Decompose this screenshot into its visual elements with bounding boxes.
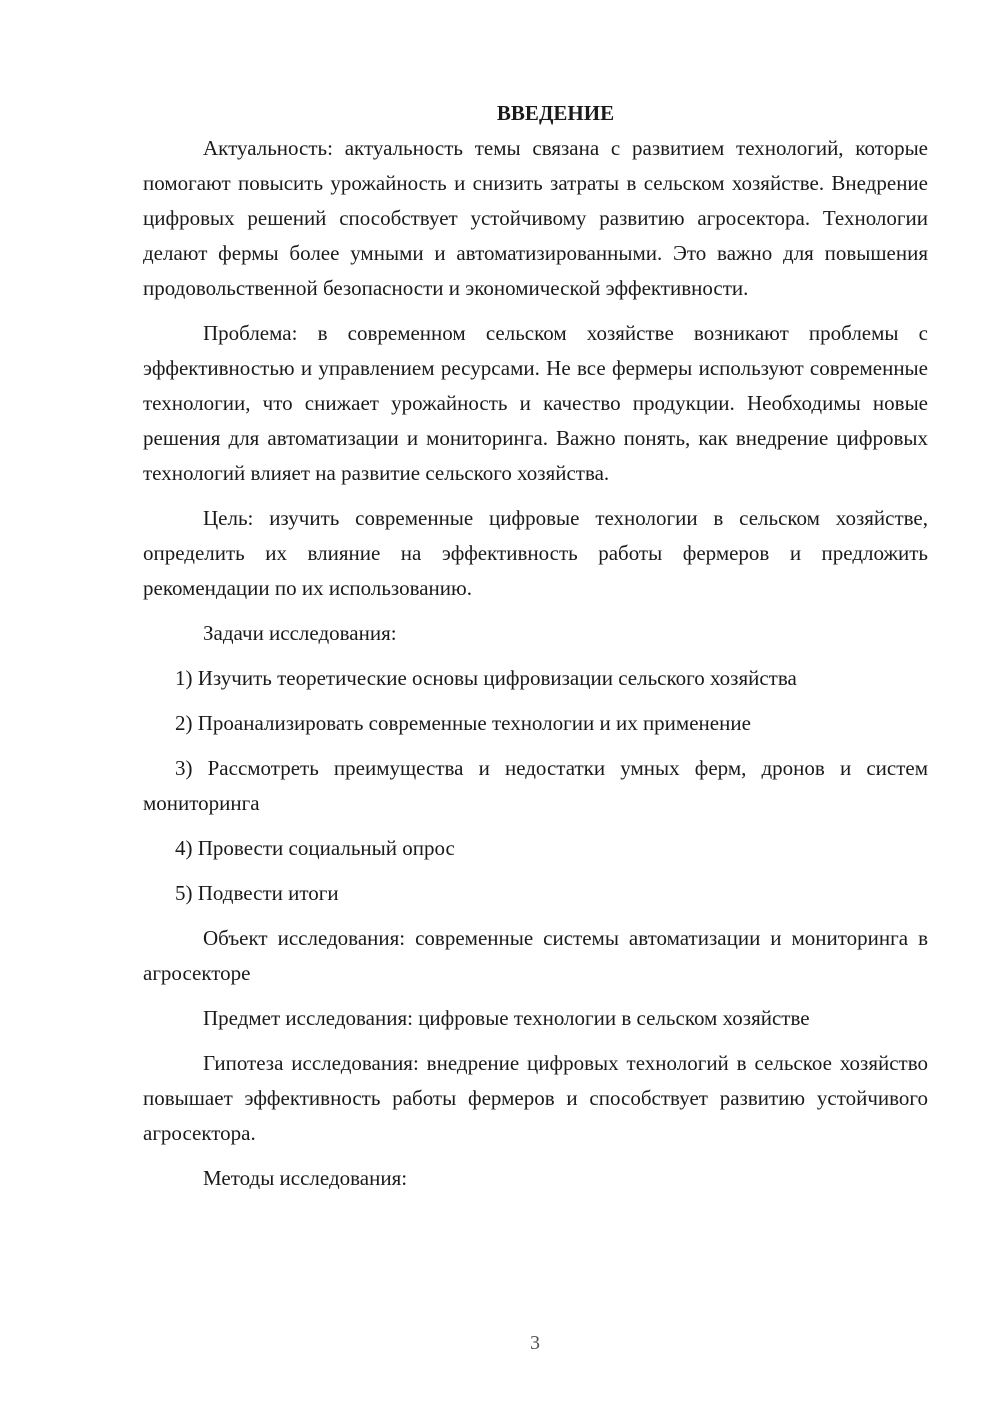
task-item-2: 2) Проанализировать современные технологии и их применение	[175, 711, 751, 735]
page-content	[143, 96, 928, 1206]
page-number: 3	[530, 1332, 540, 1354]
paragraph-tasks-heading: Задачи исследования:	[203, 621, 397, 645]
page-title: ВВЕДЕНИЕ	[496, 101, 615, 125]
paragraph-methods-heading: Методы исследования:	[203, 1166, 408, 1190]
paragraph-hypothesis: Гипотеза исследования: внедрение цифровых технологий в сельское хозяйство повышает эффективность работы фермеров и способствует развитию устойчивого агросектора.	[143, 1051, 928, 1145]
task-item-5: 5) Подвести итоги	[175, 881, 339, 905]
task-item-4: 4) Провести социальный опрос	[175, 836, 455, 860]
task-item-3: 3) Рассмотреть преимущества и недостатки умных ферм, дронов и систем мониторинга	[143, 756, 928, 815]
paragraph-goal: Цель: изучить современные цифровые технологии в сельском хозяйстве, определить их влияние на эффективность работы фермеров и предложить рекомендации по их использованию.	[143, 506, 928, 600]
paragraph-subject: Предмет исследования: цифровые технологии в сельском хозяйстве	[203, 1006, 810, 1030]
paragraph-relevance: Актуальность: актуальность темы связана с развитием технологий, которые помогают повысить урожайность и снизить затраты в сельском хозяйстве. Внедрение цифровых решений способствует устойчивому развитию агросектора. Технологии делают фермы более умными и автоматизированными. Это важно для повышения продовольственной безопасности и экономической эффективности.	[143, 136, 928, 300]
paragraph-problem: Проблема: в современном сельском хозяйстве возникают проблемы с эффективностью и управлением ресурсами. Не все фермеры используют современные технологии, что снижает урожайность и качество продукции. Необходимы новые решения для автоматизации и мониторинга. Важно понять, как внедрение цифровых технологий влияет на развитие сельского хозяйства.	[143, 321, 928, 485]
task-item-1: 1) Изучить теоретические основы цифровизации сельского хозяйства	[175, 666, 797, 690]
paragraph-object: Объект исследования: современные системы автоматизации и мониторинга в агросекторе	[143, 926, 928, 985]
